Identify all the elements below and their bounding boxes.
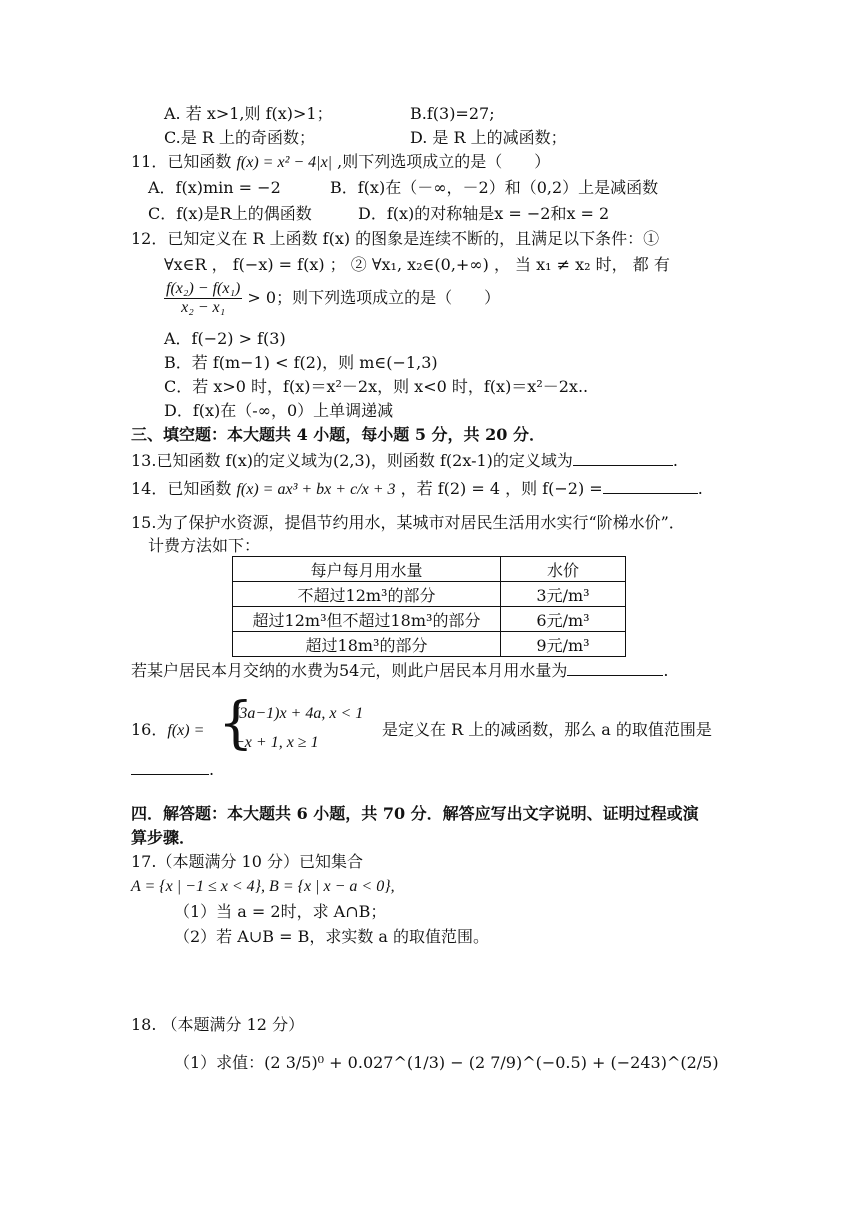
q13-answer-blank xyxy=(573,449,673,466)
table-header-price: 水价 xyxy=(501,557,626,582)
q12-option-c: C．若 x>0 时，f(x)＝x²－2x，则 x<0 时，f(x)＝x²－2x.. xyxy=(164,377,589,396)
piecewise-brace: { xyxy=(218,691,254,756)
table-cell: 9元/m³ xyxy=(501,632,626,657)
q12-option-a: A．f(−2) > f(3) xyxy=(164,329,286,348)
section-3-heading: 三、填空题：本大题共 4 小题，每小题 5 分，共 20 分． xyxy=(131,425,545,444)
q12-line3 xyxy=(164,280,500,317)
q16-case-1: (3a−1)x + 4a, x < 1 xyxy=(234,705,364,722)
q14-prefix: 14．已知函数 xyxy=(131,479,232,498)
section-4-heading-line2: 算步骤． xyxy=(131,828,196,847)
q15-line1: 15.为了保护水资源，提倡节约用水，某城市对居民生活用水实行“阶梯水价”． xyxy=(131,513,685,532)
q11-stem xyxy=(131,151,550,174)
q11-formula: f(x) = x² − 4|x| xyxy=(236,154,333,171)
q11-prefix: 11．已知函数 xyxy=(131,152,232,171)
q10-option-b: B.f(3)=27; xyxy=(410,104,495,123)
q18-part1: （1）求值：(2 3/5)⁰ + 0.027^(1/3) − (2 7/9)^(−0.5) + (−243)^(2/5) xyxy=(174,1053,719,1072)
table-cell: 3元/m³ xyxy=(501,582,626,607)
water-price-table xyxy=(232,556,626,657)
q12-option-d: D．f(x)在（-∞，0）上单调递减 xyxy=(164,401,394,420)
q14-end: . xyxy=(697,479,703,498)
q11-option-b: B．f(x)在（－∞，－2）和（0,2）上是减函数 xyxy=(330,178,659,197)
q16-suffix: 是定义在 R 上的减函数，那么 a 的取值范围是 xyxy=(382,720,712,739)
q12-line3-tail: > 0；则下列选项成立的是（ ） xyxy=(247,288,501,307)
q14-answer-blank xyxy=(603,477,698,494)
table-cell: 超过18m³的部分 xyxy=(233,632,501,657)
q15-end: . xyxy=(663,661,669,680)
table-header-usage: 每户每月用水量 xyxy=(233,557,501,582)
q11-option-c: C．f(x)是R上的偶函数 xyxy=(148,204,312,223)
q16-answer-blank xyxy=(131,758,209,775)
q10-option-d: D. 是 R 上的减函数； xyxy=(410,128,567,147)
q13-text: 13.已知函数 f(x)的定义域为(2,3)，则函数 f(2x-1)的定义域为 xyxy=(131,451,573,470)
q14 xyxy=(131,477,703,501)
q11-option-d: D．f(x)的对称轴是x = −2和x = 2 xyxy=(358,204,610,223)
table-row xyxy=(233,582,626,607)
q18-title: 18. （本题满分 12 分） xyxy=(131,1015,305,1034)
section-4-heading-line1: 四．解答题：本大题共 6 小题，共 70 分．解答应写出文字说明、证明过程或演 xyxy=(131,804,699,823)
q12-line1: 12．已知定义在 R 上函数 f(x) 的图象是连续不断的，且满足以下条件：① xyxy=(131,229,660,248)
q16-number: 16． xyxy=(131,720,168,739)
q17-title: 17.（本题满分 10 分）已知集合 xyxy=(131,852,363,871)
q12-option-b: B．若 f(m−1) < f(2)，则 m∈(−1,3) xyxy=(164,353,438,372)
q17-sets: A = {x | −1 ≤ x < 4}, B = {x | x − a < 0}, xyxy=(131,878,395,895)
q15-line3 xyxy=(131,659,668,682)
q17-part2: （2）若 A∪B = B，求实数 a 的取值范围。 xyxy=(174,927,490,946)
q14-mid: ，若 f(2) = 4 ，则 f(−2) = xyxy=(400,479,603,498)
q14-formula: f(x) = ax³ + bx + c/x + 3 xyxy=(236,481,396,498)
table-header-row xyxy=(233,557,626,582)
q10-option-c: C.是 R 上的奇函数； xyxy=(164,128,315,147)
q16-end: . xyxy=(209,760,215,779)
q13: 13.已知函数 f(x)的定义域为(2,3)，则函数 f(2x-1)的定义域为 . xyxy=(131,451,678,470)
q17-part1: （1）当 a = 2时，求 A∩B； xyxy=(174,902,387,921)
table-row xyxy=(233,632,626,657)
q12-fraction-numerator: f(x₂) − f(x₁) xyxy=(166,280,241,297)
table-cell: 超过12m³但不超过18m³的部分 xyxy=(233,607,501,632)
q10-option-a: A. 若 x>1,则 f(x)>1； xyxy=(164,104,333,123)
q16-fx: f(x) = xyxy=(167,722,205,739)
q15-answer-blank xyxy=(567,659,663,676)
q15-line2: 计费方法如下： xyxy=(148,536,261,555)
q16-prefix xyxy=(131,719,204,742)
q12-line2: ∀x∈R ， f(−x) = f(x) ； ② ∀x₁, x₂∈(0,+∞) ， 当 x₁ ≠ x₂ 时， 都 有 xyxy=(164,255,670,274)
q12-fraction-denominator: x₂ − x₁ xyxy=(181,299,226,316)
q12-fraction xyxy=(164,280,242,317)
table-row xyxy=(233,607,626,632)
q11-option-a: A．f(x)min = −2 xyxy=(148,178,281,197)
table-cell: 6元/m³ xyxy=(501,607,626,632)
q16-answer-line xyxy=(131,758,214,781)
table-cell: 不超过12m³的部分 xyxy=(233,582,501,607)
q16-case-2: −x + 1, x ≥ 1 xyxy=(234,734,319,751)
q15-line3-text: 若某户居民本月交纳的水费为54元，则此户居民本月用水量为 xyxy=(131,661,568,680)
q11-suffix: ,则下列选项成立的是（ ） xyxy=(337,152,551,171)
